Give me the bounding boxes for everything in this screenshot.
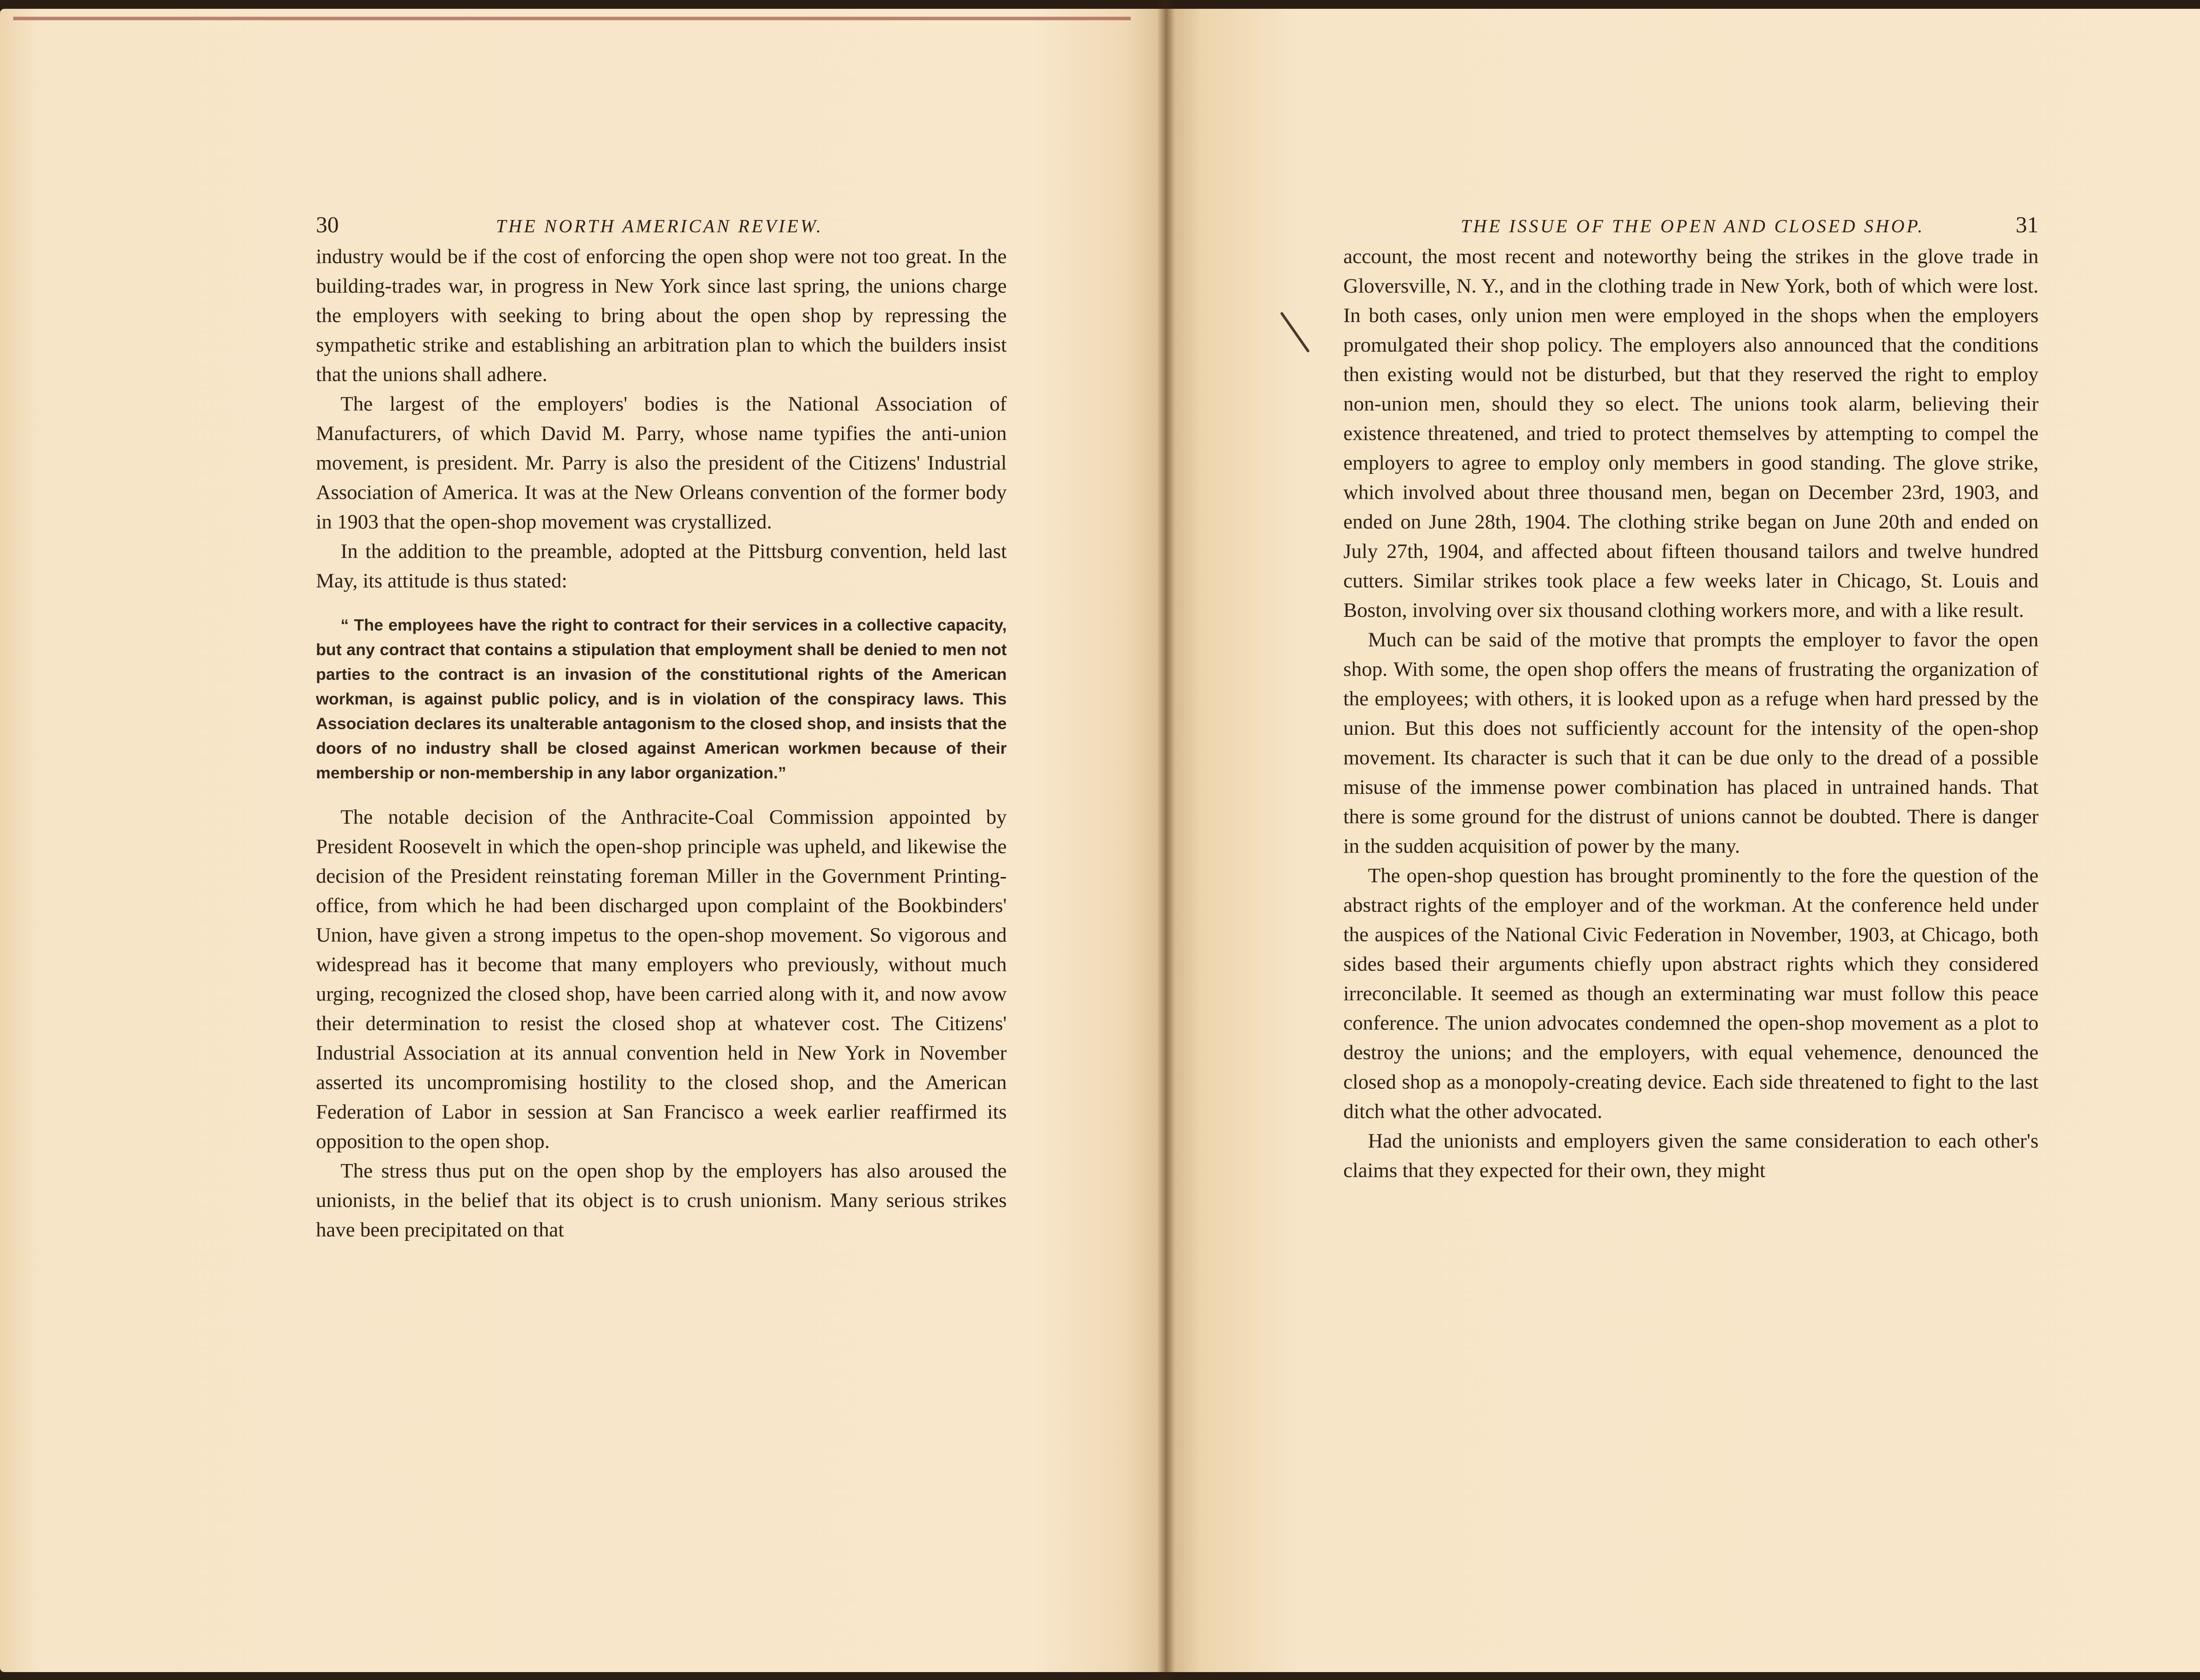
book-gutter — [1157, 0, 1175, 1680]
right-page-text — [1343, 210, 2039, 1185]
paragraph: The open-shop question has brought prominently to the fore the question of the abstract rights of the employer and of the workman. At the conference held under the auspices of the National Civic Federation in November, 1903, at Chicago, both sides based their arguments chiefly upon abstract rights which they considered irreconcilable. It seemed as though an exterminating war must follow this peace conference. The union advocates condemned the open-shop movement as a plot to destroy the unions; and the employers, with equal vehemence, denounced the closed shop as a monopoly-creating device. Each side threatened to fight to the last ditch what the other advocated. — [1343, 864, 2039, 1123]
page-edge-stain — [13, 17, 1131, 20]
paragraph: industry would be if the cost of enforcing the open shop were not too great. In the building-trades war, in progress in New York since last spring, the unions charge the employers with seeking to bring about the open shop by repressing the sympathetic strike and establishing an arbitration plan to which the builders insist that the unions shall adhere. — [316, 245, 1007, 386]
right-running-head — [1343, 210, 2039, 242]
paragraph: Much can be said of the motive that prompts the employer to favor the open shop. With some, the open shop offers the means of frustrating the organization of the employees; with others, it is looked upon as a refuge when hard pressed by the union. But this does not sufficiently account for the intensity of the open-shop movement. Its character is such that it can be due only to the dread of a possible misuse of the immense power combination has placed in untrained hands. That there is some ground for the distrust of unions cannot be doubted. There is danger in the sudden acquisition of power by the many. — [1343, 628, 2039, 858]
left-running-title: THE NORTH AMERICAN REVIEW. — [496, 216, 823, 237]
paragraph: Had the unionists and employers given the same consideration to each other's claims that they expected for their own, they might — [1343, 1130, 2039, 1182]
right-page-number: 31 — [2015, 213, 2039, 238]
paragraph: The notable decision of the Anthracite-Coal Commission appointed by President Roosevelt in which the open-shop principle was upheld, and likewise the decision of the President reinstating foreman Miller in the Government Printing-office, from which he had been discharged upon complaint of the Bookbinders' Union, have given a strong impetus to the open-shop movement. So vigorous and widespread has it become that many employers who previously, without much urging, recognized the closed shop, have been carried along with it, and now avow their determination to resist the closed shop at whatever cost. The Citizens' Industrial Association at its annual convention held in New York in November asserted its uncompromising hostility to the closed shop, and the American Federation of Labor in session at San Francisco a week earlier reaffirmed its opposition to the open shop. — [316, 806, 1007, 1153]
quote-text: “ The employees have the right to contract for their services in a collective capacity, but any contract that contains a stipulation that employment shall be denied to men not parties to the contract is an invasion of the constitutional rights of the American workman, is against public policy, and is in violation of the conspiracy laws. This Association declares its unalterable antagonism to the closed shop, and insists that the doors of no industry shall be closed against American workmen because of their membership or non-membership in any labor organization.” — [316, 616, 1007, 782]
left-running-head — [316, 210, 1007, 242]
paragraph: In the addition to the preamble, adopted at the Pittsburg convention, held last May, its attitude is thus stated: — [316, 540, 1007, 592]
left-page-text — [316, 210, 1007, 1245]
left-page-number: 30 — [316, 213, 339, 238]
right-running-title: THE ISSUE OF THE OPEN AND CLOSED SHOP. — [1460, 216, 1925, 237]
paragraph: account, the most recent and noteworthy being the strikes in the glove trade in Gloversville, N. Y., and in the clothing trade in New York, both of which were lost. In both cases, only union men were employed in the shops when the employers promulgated their shop policy. The employers also announced that the conditions then existing would not be disturbed, but that they reserved the right to employ non-union men, should they so elect. The unions took alarm, believing their existence threatened, and tried to protect themselves by attempting to compel the employers to agree to employ only members in good standing. The glove strike, which involved about three thousand men, began on December 23rd, 1903, and ended on June 28th, 1904. The clothing strike began on June 20th and ended on July 27th, 1904, and affected about fifteen thousand tailors and twelve hundred cutters. Similar strikes took place a few weeks later in Chicago, St. Louis and Boston, involving over six thousand clothing workers more, and with a like result. — [1343, 245, 2039, 622]
paragraph: The largest of the employers' bodies is the National Association of Manufacturers, of which David M. Parry, whose name typifies the anti-union movement, is president. Mr. Parry is also the president of the Citizens' Industrial Association of America. It was at the New Orleans convention of the former body in 1903 that the open-shop movement was crystallized. — [316, 392, 1007, 533]
paragraph: The stress thus put on the open shop by the employers has also aroused the unionists, in the belief that its object is to crush unionism. Many serious strikes have been precipitated on that — [316, 1159, 1007, 1241]
block-quote — [316, 613, 1007, 785]
